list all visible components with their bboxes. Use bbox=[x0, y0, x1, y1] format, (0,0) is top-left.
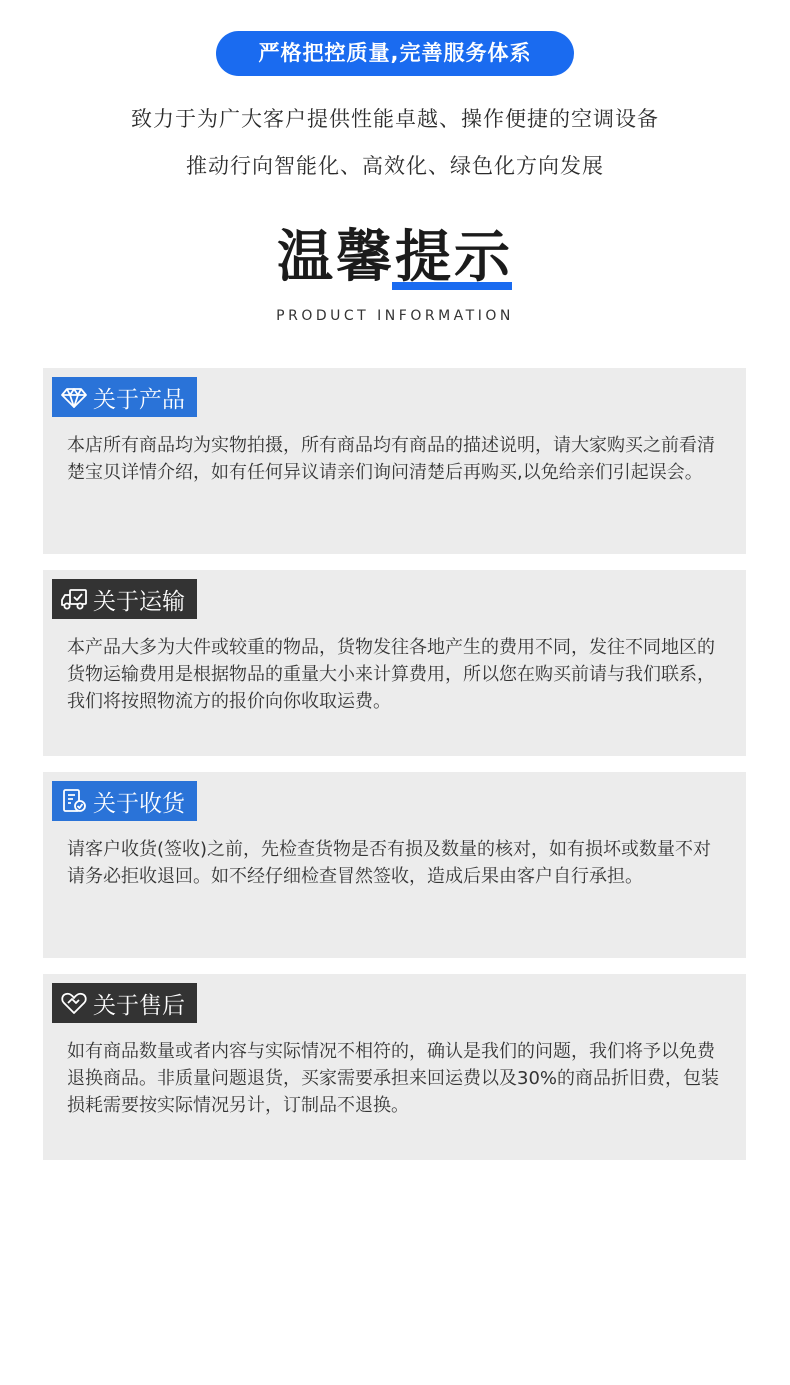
card-title: 关于收货 bbox=[93, 790, 185, 817]
card-about-shipping bbox=[43, 570, 746, 756]
card-body: 本产品大多为大件或较重的物品，货物发往各地产生的费用不同，发往不同地区的货物运输费用是根据物品的重量大小来计算费用，所以您在购买前请与我们联系，我们将按照物流方的报价向你收取运费。 bbox=[67, 637, 715, 712]
slogan-pill: 严格把控质量,完善服务体系 bbox=[216, 31, 574, 76]
tagline-line-2: 推动行向智能化、高效化、绿色化方向发展 bbox=[186, 154, 604, 178]
card-header bbox=[52, 983, 197, 1023]
card-about-after-sales bbox=[43, 974, 746, 1160]
card-title: 关于产品 bbox=[93, 386, 185, 413]
card-body: 本店所有商品均为实物拍摄，所有商品均有商品的描述说明，请大家购买之前看清楚宝贝详情介绍，如有任何异议请亲们询问清楚后再购买,以免给亲们引起误会。 bbox=[67, 435, 715, 483]
card-about-product bbox=[43, 368, 746, 554]
card-header bbox=[52, 377, 197, 417]
page-title-wrap bbox=[0, 222, 790, 294]
page-subtitle: PRODUCT INFORMATION bbox=[276, 308, 514, 324]
delivery-truck-icon bbox=[60, 585, 88, 613]
diamond-icon bbox=[60, 383, 88, 411]
receipt-check-icon bbox=[60, 787, 88, 815]
card-header bbox=[52, 579, 197, 619]
tagline-line-1: 致力于为广大客户提供性能卓越、操作便捷的空调设备 bbox=[131, 107, 659, 131]
card-body: 请客户收货(签收)之前，先检查货物是否有损及数量的核对，如有损坏或数量不对请务必拒收退回。如不经仔细检查冒然签收，造成后果由客户自行承担。 bbox=[67, 839, 712, 887]
page-title: 温馨提示 bbox=[277, 225, 513, 290]
card-title: 关于售后 bbox=[93, 992, 185, 1019]
card-body: 如有商品数量或者内容与实际情况不相符的，确认是我们的问题，我们将予以免费退换商品。非质量问题退货，买家需要承担来回运费以及30%的商品折旧费，包装损耗需要按实际情况另计，订制品不退换。 bbox=[67, 1041, 720, 1116]
card-about-receiving bbox=[43, 772, 746, 958]
card-header bbox=[52, 781, 197, 821]
handshake-heart-icon bbox=[60, 989, 88, 1017]
card-title: 关于运输 bbox=[93, 588, 185, 615]
